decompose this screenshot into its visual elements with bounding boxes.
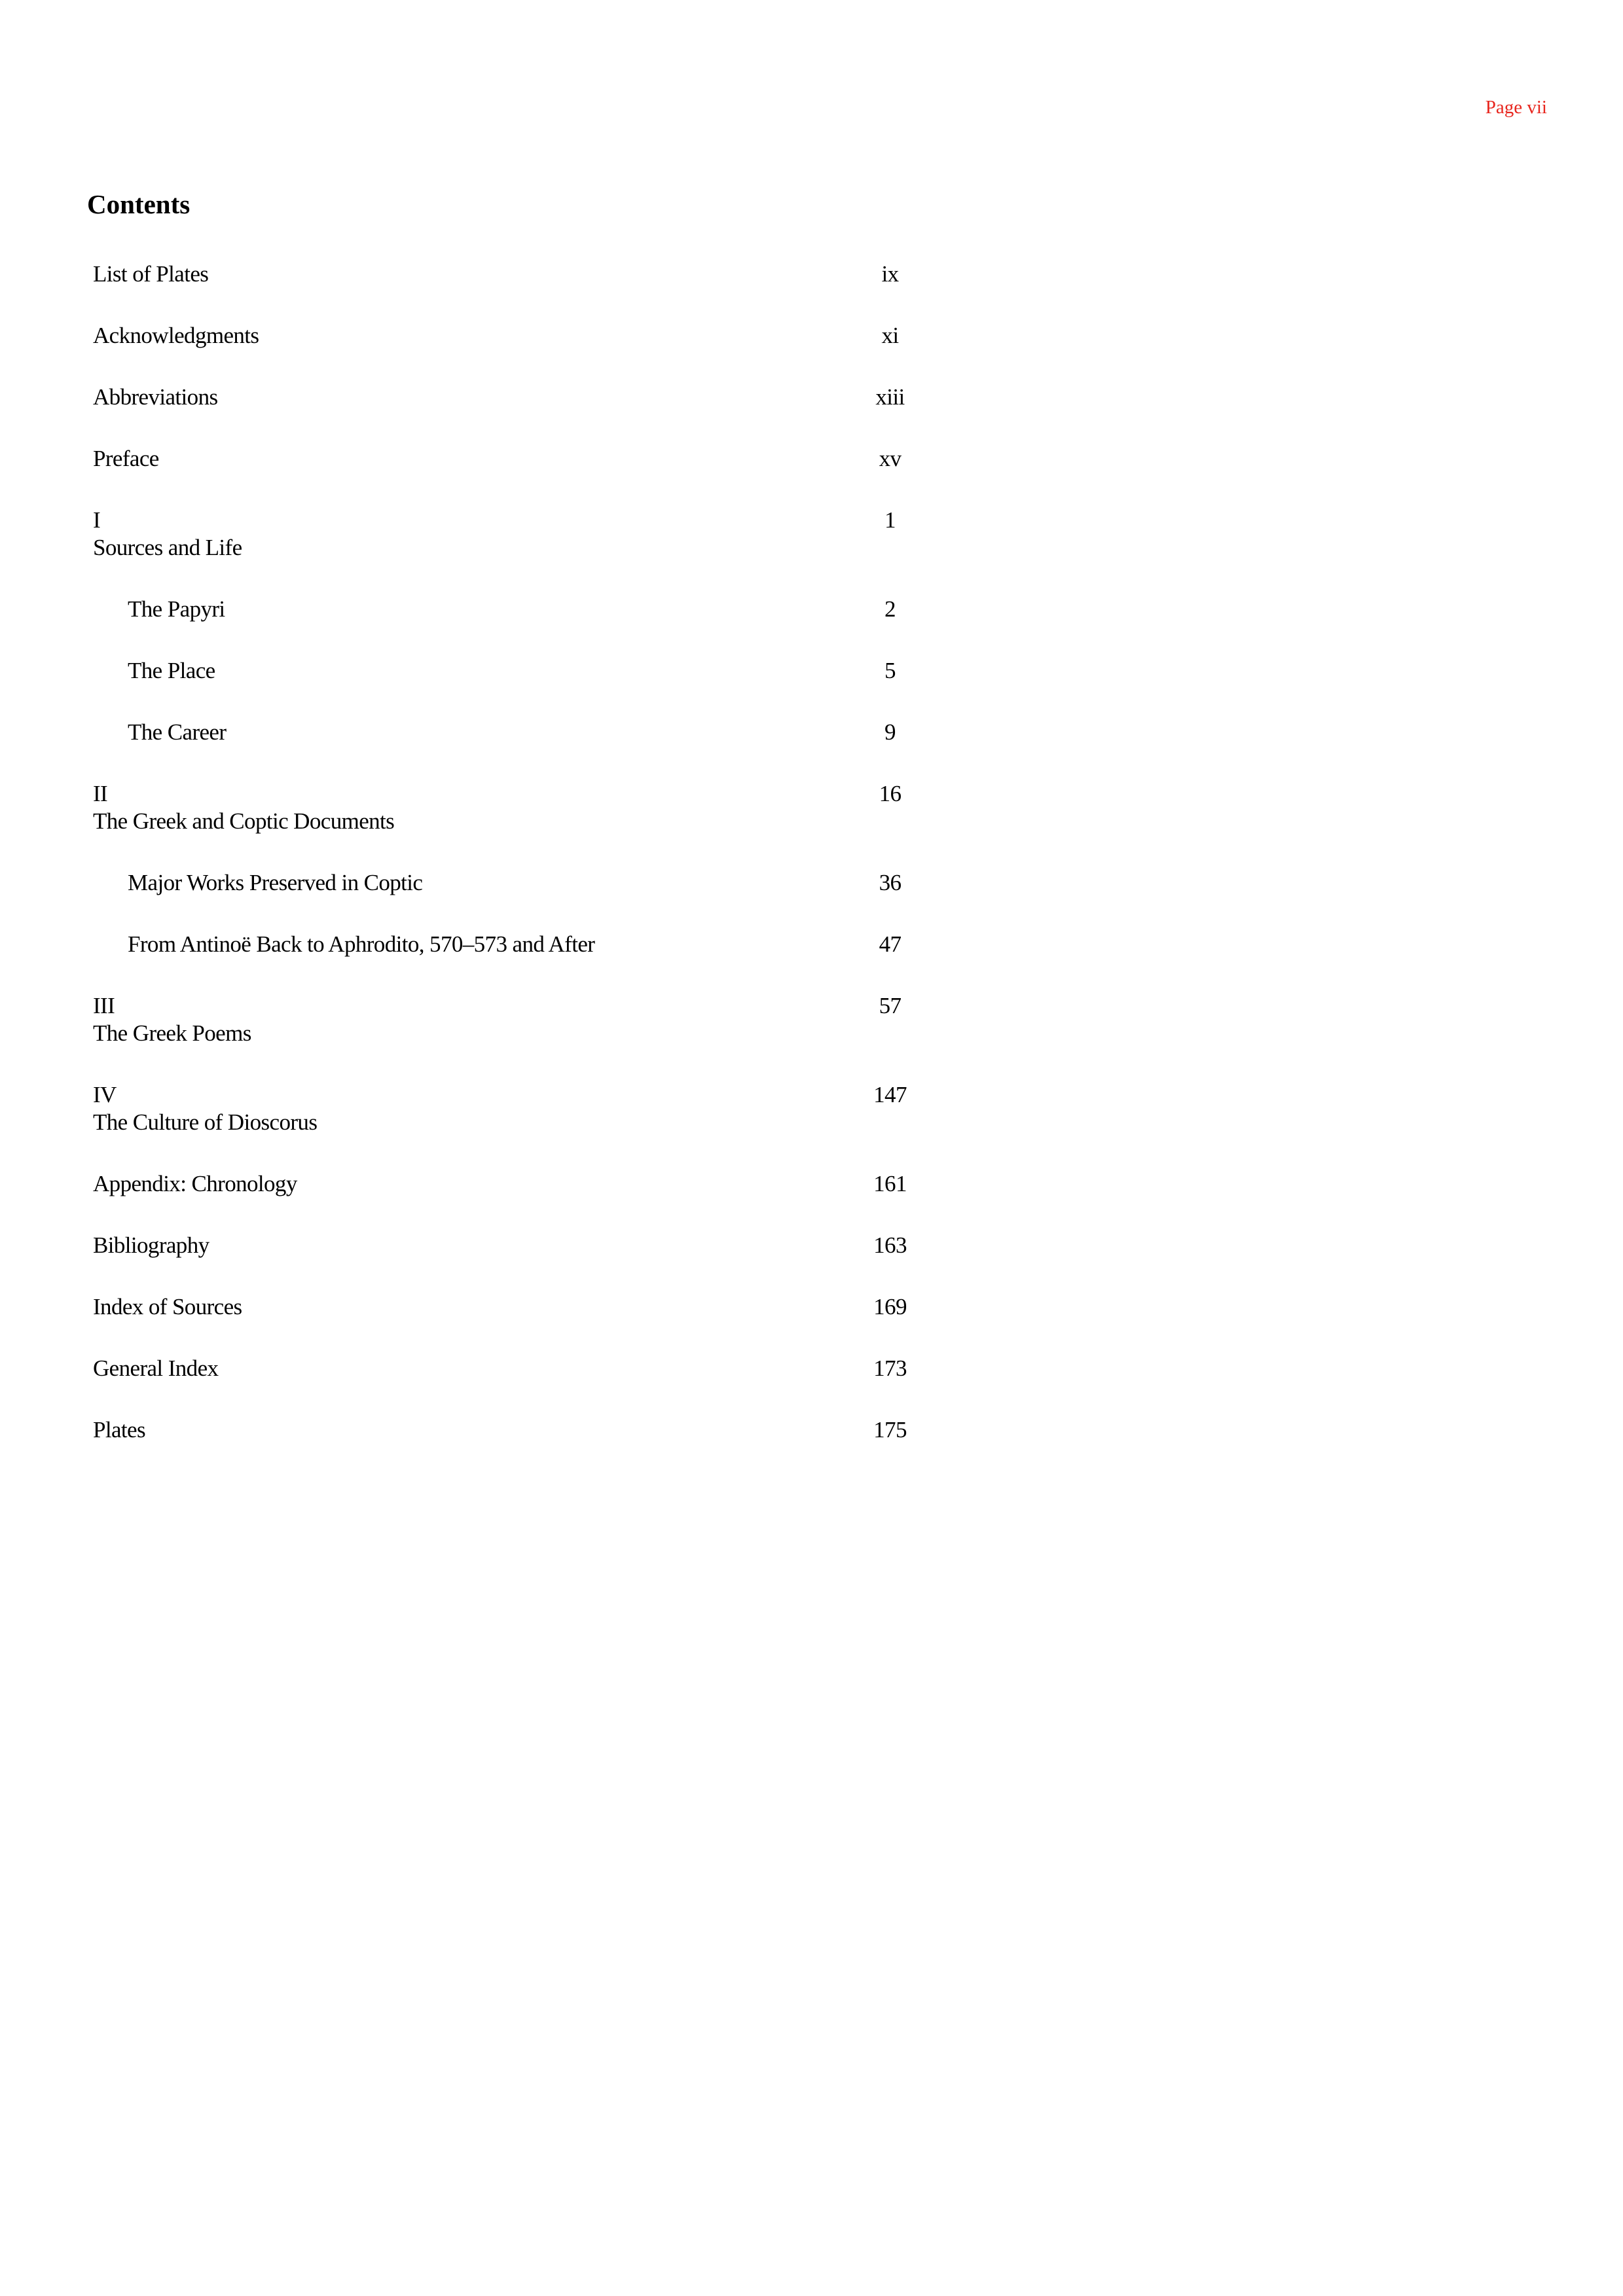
entry-page-number: 161 [873, 1171, 907, 1196]
chapter-number: IV [93, 1082, 117, 1107]
entry-page-number: 9 [884, 719, 896, 745]
entry-page-number: 147 [873, 1082, 907, 1107]
chapter-number: II [93, 781, 108, 806]
entry-page-number: xv [879, 446, 902, 471]
toc-entry[interactable] [93, 596, 918, 623]
entry-page-number: 2 [884, 596, 896, 622]
entry-title: Acknowledgments [93, 323, 259, 348]
page-number: Page vii [1485, 97, 1547, 118]
entry-title: General Index [93, 1355, 219, 1381]
entry-page-number: 1 [884, 507, 896, 533]
toc-entry[interactable] [93, 1293, 918, 1321]
entry-title: Plates [93, 1417, 146, 1443]
toc-entry[interactable] [93, 507, 918, 562]
entry-title: The Papyri [128, 596, 225, 622]
entry-title: Preface [93, 446, 159, 471]
table-of-contents [93, 260, 918, 1478]
entry-page-number: 169 [873, 1294, 907, 1319]
entry-page-number: 47 [879, 931, 902, 957]
toc-entry[interactable] [93, 1081, 918, 1136]
toc-entry[interactable] [93, 719, 918, 746]
entry-title: From Antinoë Back to Aphrodito, 570–573 and After [128, 931, 595, 957]
toc-entry[interactable] [93, 1232, 918, 1259]
toc-entry[interactable] [93, 260, 918, 288]
entry-title: The Greek Poems [93, 1020, 251, 1046]
entry-title: The Place [128, 658, 215, 683]
entry-title: The Greek and Coptic Documents [93, 808, 395, 834]
toc-entry[interactable] [93, 322, 918, 350]
entry-page-number: 163 [873, 1232, 907, 1258]
entry-page-number: 5 [884, 658, 896, 683]
entry-title: Abbreviations [93, 384, 218, 410]
entry-title: Appendix: Chronology [93, 1171, 297, 1196]
entry-page-number: xi [881, 323, 899, 348]
entry-page-number: 173 [873, 1355, 907, 1381]
entry-page-number: 16 [879, 781, 902, 806]
toc-entry[interactable] [93, 657, 918, 685]
page-title: Contents [87, 189, 191, 219]
chapter-number: III [93, 993, 115, 1018]
toc-entry[interactable] [93, 384, 918, 411]
entry-title: Index of Sources [93, 1294, 242, 1319]
entry-page-number: 57 [879, 993, 902, 1018]
entry-title: Major Works Preserved in Coptic [128, 870, 423, 895]
toc-entry[interactable] [93, 931, 918, 958]
entry-page-number: 175 [873, 1417, 907, 1443]
entry-title: The Culture of Dioscorus [93, 1109, 318, 1135]
toc-entry[interactable] [93, 869, 918, 897]
toc-entry[interactable] [93, 1355, 918, 1382]
toc-entry[interactable] [93, 780, 918, 835]
toc-entry[interactable] [93, 1416, 918, 1444]
entry-page-number: ix [881, 261, 899, 287]
entry-page-number: 36 [879, 870, 902, 895]
entry-title: The Career [128, 719, 227, 745]
entry-title: Bibliography [93, 1232, 210, 1258]
toc-entry[interactable] [93, 1170, 918, 1198]
entry-title: Sources and Life [93, 535, 242, 560]
entry-page-number: xiii [875, 384, 905, 410]
entry-title: List of Plates [93, 261, 209, 287]
toc-entry[interactable] [93, 445, 918, 473]
toc-entry[interactable] [93, 992, 918, 1047]
chapter-number: I [93, 507, 101, 533]
